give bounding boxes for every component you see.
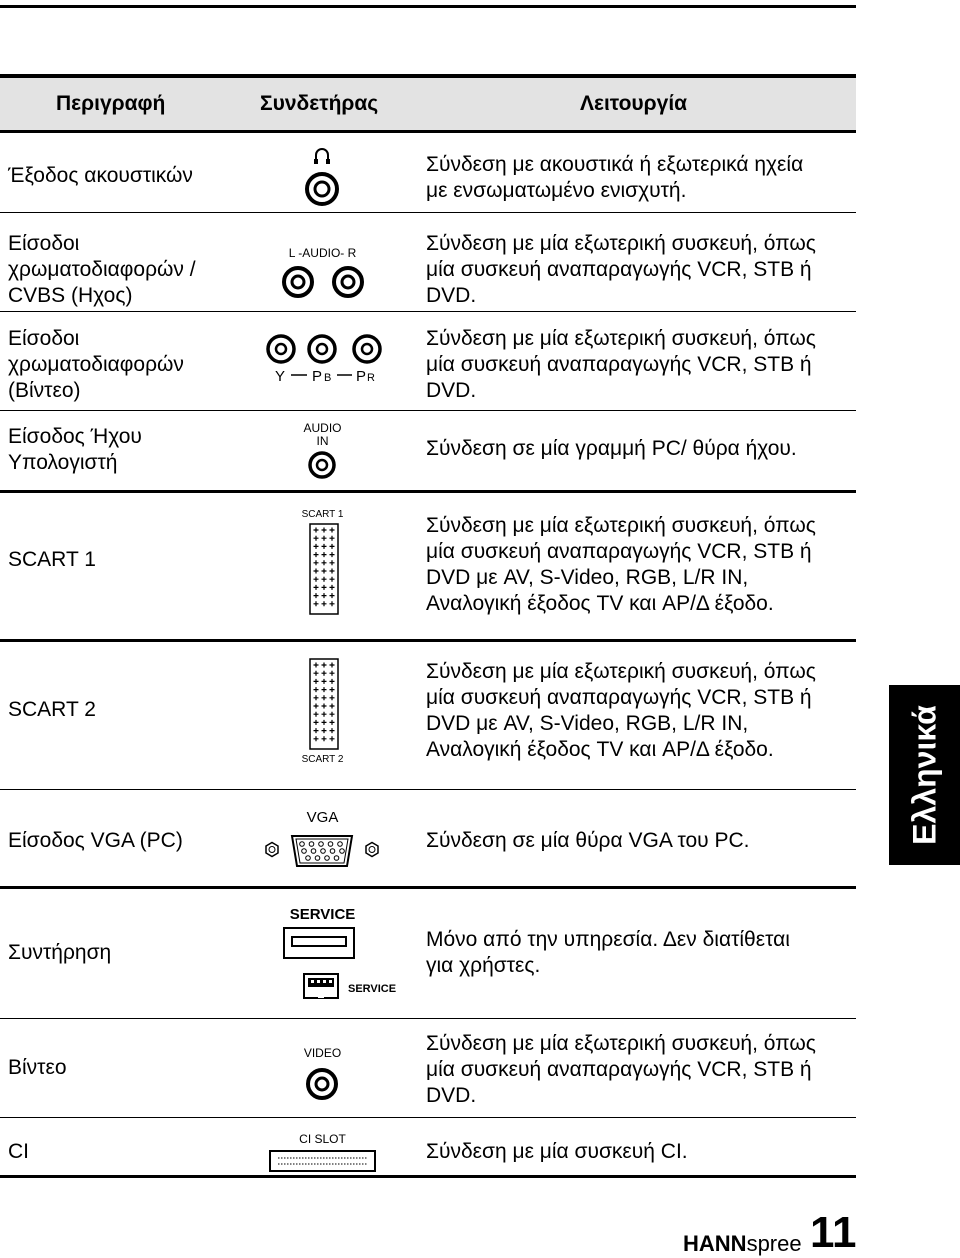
- video-connector: [250, 1019, 395, 1117]
- ypbpr-jack-icon: [250, 312, 395, 410]
- bottom-rule: [0, 1175, 856, 1178]
- vga-port-icon: [250, 790, 395, 886]
- row-description: Είσοδος VGA (PC): [8, 829, 183, 852]
- y-label: Y: [275, 368, 286, 385]
- row-description: Βίντεο: [8, 1056, 67, 1079]
- table-row: [0, 1118, 856, 1182]
- ci-slot-icon: [250, 1118, 395, 1182]
- audio-in-jack-icon: [250, 411, 395, 490]
- table-row: [0, 411, 856, 493]
- service-connector: [250, 889, 395, 1018]
- row-description: SCART 1: [8, 548, 96, 571]
- row-function: Σύνδεση με μία εξωτερική συσκευή, όπως μία συσκευή αναπαραγωγής VCR, STB ή DVD με AV, S-Video, RGB, L/R IN, Αναλογική έξοδος TV και AP/Δ έξοδο.: [426, 660, 816, 761]
- svg-text:R: R: [367, 372, 375, 384]
- header-connector: Συνδετήρας: [260, 92, 379, 115]
- row-description: Συντήρηση: [8, 941, 112, 964]
- row-function: Σύνδεση σε μία θύρα VGA του PC.: [426, 829, 750, 852]
- row-function: Σύνδεση σε μία γραμμή PC/ θύρα ήχου.: [426, 437, 797, 460]
- scart1-connector: [250, 493, 395, 639]
- pc-audio-connector: [250, 411, 395, 490]
- connector-table: [0, 74, 856, 1182]
- scart-port-icon: [250, 642, 395, 789]
- scart-port-icon: [250, 493, 395, 639]
- service-label-small: SERVICE: [348, 983, 397, 995]
- table-header: [0, 74, 856, 133]
- table-row: [0, 312, 856, 411]
- headphone-jack-icon: [250, 133, 395, 212]
- table-row: [0, 889, 856, 1019]
- vga-connector: [250, 790, 395, 886]
- brand-logo: HANNspree: [683, 1231, 802, 1256]
- scart2-connector: [250, 642, 395, 789]
- svg-text:B: B: [324, 372, 332, 384]
- connector-label: VIDEO: [303, 1046, 342, 1060]
- row-function: Σύνδεση με μία εξωτερική συσκευή, όπως μία συσκευή αναπαραγωγής VCR, STB ή DVD.: [426, 1032, 816, 1107]
- pr-label: P: [356, 368, 367, 385]
- top-rule: [0, 5, 856, 8]
- connector-label: SCART 1: [301, 509, 344, 520]
- connector-label: AUDIO IN: [303, 421, 342, 448]
- row-function: Σύνδεση με μία εξωτερική συσκευή, όπως μία συσκευή αναπαραγωγής VCR, STB ή DVD με AV, S-Video, RGB, L/R IN, Αναλογική έξοδος TV και AP/Δ έξοδο.: [426, 514, 816, 615]
- page-number: 11: [810, 1208, 857, 1257]
- row-description: Είσοδος Ήχου Υπολογιστή: [8, 425, 142, 474]
- row-description: Είσοδοι χρωματοδιαφορών / CVBS (Ηχος): [8, 232, 196, 307]
- row-description: Είσοδοι χρωματοδιαφορών (Βίντεο): [8, 327, 184, 402]
- ci-slot-connector: [250, 1118, 395, 1182]
- audio-lr-connector: [250, 213, 395, 311]
- pb-label: P: [312, 368, 323, 385]
- row-description: CI: [8, 1140, 29, 1163]
- row-function: Σύνδεση με μία εξωτερική συσκευή, όπως μία συσκευή αναπαραγωγής VCR, STB ή DVD.: [426, 327, 816, 402]
- header-function: Λειτουργία: [580, 92, 688, 115]
- row-function: Σύνδεση με μία συσκευή CI.: [426, 1140, 688, 1163]
- connector-label: L -AUDIO- R: [288, 246, 357, 260]
- video-jack-icon: [250, 1019, 395, 1117]
- table-row: [0, 213, 856, 312]
- connector-label: VGA: [306, 809, 339, 826]
- rca-jack-icon: [250, 213, 395, 311]
- usb-port-icon: [250, 889, 395, 1018]
- row-description: SCART 2: [8, 698, 96, 721]
- table-row: [0, 1019, 856, 1118]
- table-row: [0, 790, 856, 889]
- row-function: Σύνδεση με ακουστικά ή εξωτερικά ηχεία με ενσωματωμένο ενισχυτή.: [426, 153, 804, 202]
- row-function: Σύνδεση με μία εξωτερική συσκευή, όπως μία συσκευή αναπαραγωγής VCR, STB ή DVD.: [426, 232, 816, 307]
- service-port-icon: [304, 974, 338, 998]
- row-description: Έξοδος ακουστικών: [8, 164, 193, 187]
- table-row: [0, 642, 856, 790]
- table-row: [0, 493, 856, 642]
- connector-label: SERVICE: [289, 906, 356, 923]
- connector-label: SCART 2: [301, 754, 344, 765]
- table-row: [0, 133, 856, 213]
- row-function: Μόνο από την υπηρεσία. Δεν διατίθεται για χρήστες.: [426, 928, 790, 977]
- connector-label: CI SLOT: [299, 1132, 346, 1146]
- component-video-connector: [250, 312, 395, 410]
- language-tab: Ελληνικά: [889, 685, 960, 865]
- header-description: Περιγραφή: [56, 92, 166, 115]
- headphone-connector: [250, 133, 395, 212]
